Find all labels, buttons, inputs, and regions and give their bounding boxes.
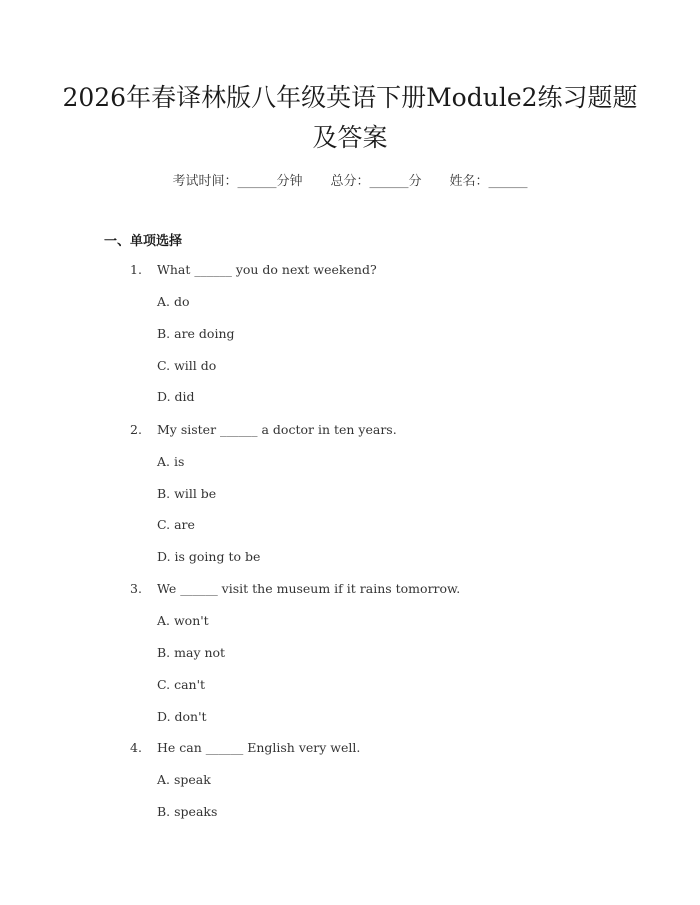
exam-time: 考试时间：______分钟 bbox=[172, 174, 303, 189]
section-heading: 一、单项选择 bbox=[104, 234, 183, 249]
question-2-option-a: A. is bbox=[157, 454, 185, 469]
question-2-option-b: B. will be bbox=[157, 486, 217, 501]
question-3-option-c: C. can't bbox=[157, 677, 206, 692]
question-number: 2. bbox=[130, 422, 142, 437]
question-4-option-b: B. speaks bbox=[157, 804, 218, 819]
exam-name: 姓名：______ bbox=[449, 174, 528, 189]
question-1-option-d: D. did bbox=[157, 389, 195, 404]
question-2 bbox=[130, 422, 397, 437]
question-number: 3. bbox=[130, 581, 142, 596]
question-1-option-b: B. are doing bbox=[157, 326, 235, 341]
question-text: We ______ visit the museum if it rains tomorrow. bbox=[157, 581, 461, 596]
question-1 bbox=[130, 262, 377, 277]
question-4-option-a: A. speak bbox=[157, 772, 211, 787]
document-title: 2026年春译林版八年级英语下册Module2练习题题及答案 bbox=[62, 83, 638, 152]
question-3-option-a: A. won't bbox=[157, 613, 209, 628]
question-text: My sister ______ a doctor in ten years. bbox=[157, 422, 397, 437]
question-number: 4. bbox=[130, 740, 142, 755]
question-3 bbox=[130, 581, 460, 596]
question-1-option-c: C. will do bbox=[157, 358, 217, 373]
question-1-option-a: A. do bbox=[157, 294, 190, 309]
question-text: What ______ you do next weekend? bbox=[157, 262, 377, 277]
question-2-option-c: C. are bbox=[157, 517, 195, 532]
exam-total-score: 总分：______分 bbox=[330, 174, 422, 189]
question-2-option-d: D. is going to be bbox=[157, 549, 261, 564]
question-3-option-b: B. may not bbox=[157, 645, 226, 660]
question-3-option-d: D. don't bbox=[157, 709, 207, 724]
question-text: He can ______ English very well. bbox=[157, 740, 361, 755]
question-4 bbox=[130, 740, 360, 755]
exam-info bbox=[0, 170, 700, 189]
question-number: 1. bbox=[130, 262, 142, 277]
